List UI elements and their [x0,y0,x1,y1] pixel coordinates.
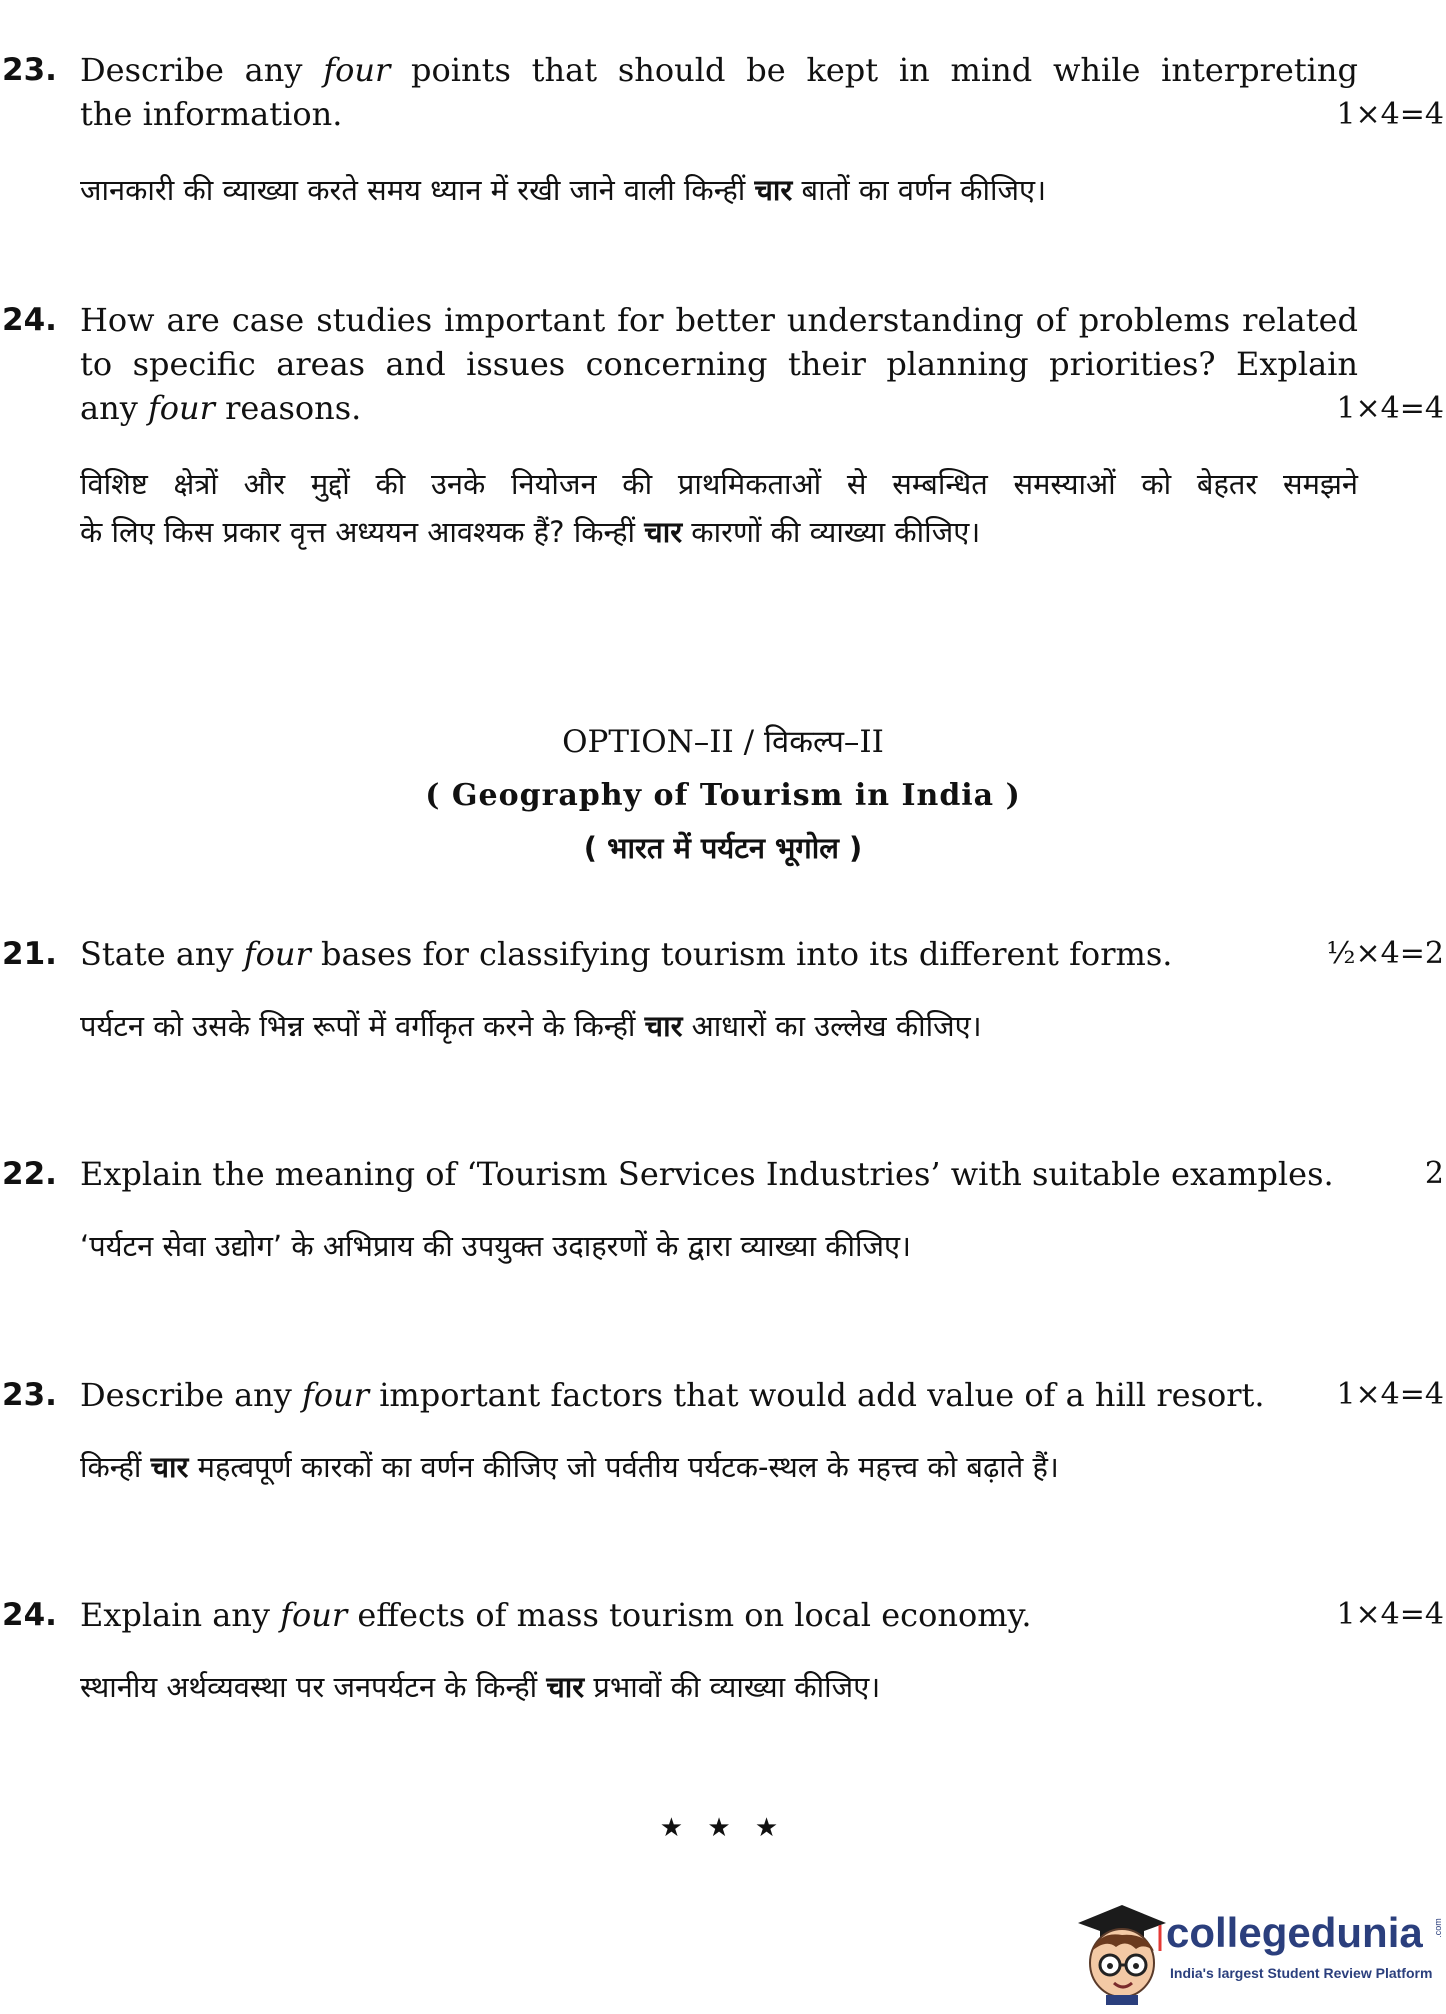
collegedunia-logo [1070,1895,1443,2005]
emphasis-four: four [323,51,391,89]
emphasis-four: four [147,389,215,427]
question-number: 24. [2,1597,57,1633]
logo-domain: .com [1432,1918,1443,1938]
emphasis-four: four [280,1596,348,1634]
emphasis-four: four [302,1376,370,1414]
emphasis-four: four [243,935,311,973]
option-heading: OPTION–II / विकल्प–II [562,724,884,760]
question-text-hindi: विशिष्ट क्षेत्रों और मुद्दों की उनके नियोजन की प्राथमिकताओं से सम्बन्धित समस्याओं को बेहतर समझने के लिए किस प्रकार वृत्त अध्ययन आवश्यक हैं? किन्हीं चार कारणों की व्याख्या कीजिए। [80,467,1358,549]
question-text-hindi: ‘पर्यटन सेवा उद्योग’ के अभिप्राय की उपयुक्त उदाहरणों के द्वारा व्याख्या कीजिए। [80,1229,912,1263]
question-text-english: Explain the meaning of ‘Tourism Services Industries’ with suitable examples. [80,1155,1334,1193]
question-text-hindi: जानकारी की व्याख्या करते समय ध्यान में रखी जाने वाली किन्हीं चार बातों का वर्णन कीजिए। [80,173,1047,207]
question-text-english: Describe any four important factors that would add value of a hill resort. [80,1376,1265,1414]
logo-tagline: India's largest Student Review Platform [1170,1965,1433,1981]
marks: 1×4=4 [1336,1377,1444,1412]
question-number: 24. [2,302,57,338]
question-text-hindi: किन्हीं चार महत्वपूर्ण कारकों का वर्णन कीजिए जो पर्वतीय पर्यटक-स्थल के महत्त्व को बढ़ाते हैं। [80,1450,1059,1484]
marks: 1×4=4 [1336,391,1444,426]
marks: 1×4=4 [1336,1597,1444,1632]
logo-wordmark: collegedunia [1166,1909,1423,1956]
question-text-hindi: पर्यटन को उसके भिन्न रूपों में वर्गीकृत करने के किन्हीं चार आधारों का उल्लेख कीजिए। [80,1009,982,1043]
option-subtitle-hindi: ( भारत में पर्यटन भूगोल ) [583,831,863,865]
question-text-english: How are case studies important for better understanding of problems related to specific areas and issues concerning their planning priorities? Explain any four reasons. [80,301,1358,427]
marks: ½×4=2 [1326,936,1444,971]
question-text-english: Describe any four points that should be kept in mind while interpreting the information. [80,51,1359,133]
question-number: 22. [2,1156,57,1192]
option-subtitle-english: ( Geography of Tourism in India ) [425,778,1021,813]
question-text-english: Explain any four effects of mass tourism on local economy. [80,1596,1032,1634]
mascot-icon [1070,1895,1170,2005]
question-text-english: State any four bases for classifying tourism into its different forms. [80,935,1173,973]
question-number: 21. [2,936,57,972]
question-number: 23. [2,1377,57,1413]
question-number: 23. [2,52,57,88]
marks: 1×4=4 [1336,97,1444,132]
end-stars: ★ ★ ★ [659,1813,787,1843]
marks: 2 [1424,1156,1444,1191]
question-text-hindi: स्थानीय अर्थव्यवस्था पर जनपर्यटन के किन्हीं चार प्रभावों की व्याख्या कीजिए। [80,1670,881,1704]
